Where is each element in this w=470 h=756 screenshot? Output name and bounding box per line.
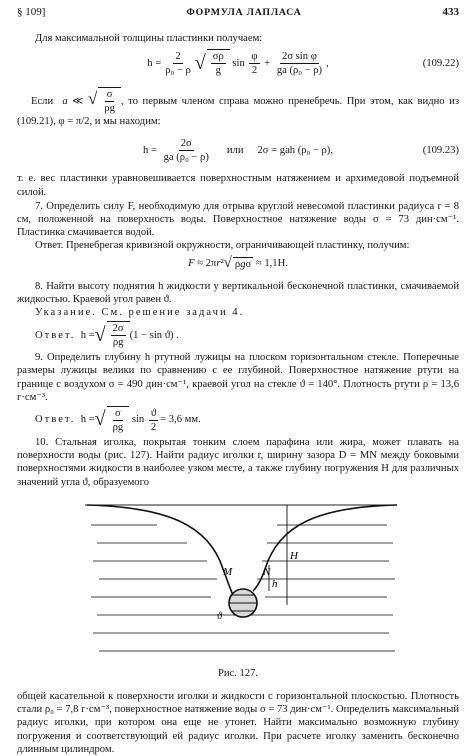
- section-ref: § 109]: [17, 6, 46, 18]
- weight-balance-text: т. е. вес пластинки уравновешивается поверхностным натяжением и архимедовой подъемной силой.: [17, 173, 459, 198]
- problem-8-hint: Указание. См. решение задачи 4.: [35, 307, 245, 319]
- problem-9-answer: Ответ. h = √ $\frac{\sigma}{\rho g}$ sin $\frac{ϑ}{2}$ = 3,6 мм.: [35, 407, 201, 434]
- label-N: N: [263, 565, 271, 578]
- needle-diagram: [17, 495, 459, 663]
- condition-text: Если a ≪ √ $\frac{\sigma}{\rho g}$ , то первым членом справа можно пренебречь. При этом, как видно из (109.21), φ = π/2, и мы находим:: [17, 89, 460, 128]
- problem-7-answer: Ответ. Пренебрегая кривизной окружности, ограничивающей пластинку, получим:: [35, 240, 410, 252]
- equation-force: F ≈ 2πr² √ ρgσ ≈ 1,1Н.: [188, 255, 288, 272]
- equation-109-22: h = $\frac{2}{\text{ρ₀ − ρ}}$ √ $\frac{\sigma\rho}{g}$ sin $\frac{\varphi}{2}$ + $\frac{\text{2σ sin φ}}{\text{ga (ρ₀ − ρ)}}$ , (109.22): [147, 50, 459, 77]
- label-theta: ϑ: [217, 610, 222, 622]
- label-H: H: [290, 549, 298, 562]
- label-h: h: [272, 577, 278, 590]
- problem-8: 8. Найти высоту поднятия h жидкости у вертикальной бесконечной пластинки, смачиваемой жидкостью. Краевой угол равен ϑ.: [17, 280, 459, 305]
- problem-10-continued: общей касательной к поверхности иголки и жидкости с горизонтальной плоскостью. Плотность стали ρ₀ = 7,8 г·см⁻³, поверхностное натяжение воды σ = 73 дин·см⁻¹. Определить максимальный радиус иголки, при котором она еще не утонет. Найти максимально возможную глубину погружения и соответствующий ей радиус иголки. При расчете иголку заменить бесконечно длинным цилиндром.: [17, 691, 459, 755]
- running-header: [17, 6, 459, 20]
- eq23-number: (109.23): [422, 144, 459, 156]
- figure-caption: Рис. 127.: [217, 667, 259, 679]
- equation-109-23: h = $\frac{2\sigma}{\text{ga (ρ₀ − ρ)}}$ или 2σ = gah (ρ₀ − ρ), (109.23): [143, 137, 459, 163]
- page: [17, 6, 459, 756]
- problem-10: 10. Стальная иголка, покрытая тонким слоем парафина или жира, может плавать на поверхности воды (рис. 127). Найти радиус иголки r, ширину зазора D = MN между боковыми поверхностями жидкости в наиболее узком месте, а также глубину погружения H для различных значений угла ϑ, образуемого: [17, 437, 459, 488]
- problem-9: 9. Определить глубину h ртутной лужицы на плоском горизонтальном стекле. Поперечные размеры лужицы велики по сравнению с ее глубиной. Поверхностное натяжение ртути на границе с воздухом σ = 490 дин·см⁻¹, краевой угол на стекле ϑ = 140°. Плотность ртути ρ = 13,6 г·см⁻³.: [17, 352, 459, 403]
- problem-7: 7. Определить силу F, необходимую для отрыва круглой невесомой пластинки радиуса r = 8 см, положенной на поверхность воды. Поверхностное натяжение воды σ = 73 дин·см⁻¹. Пластинка смачивается водой.: [17, 200, 459, 239]
- eq22-lhs: h =: [147, 57, 162, 69]
- page-number: 433: [442, 6, 459, 18]
- figure-127: [17, 495, 459, 663]
- eq22-number: (109.22): [422, 57, 459, 69]
- intro-text: Для максимальной толщины пластинки получаем:: [35, 33, 263, 44]
- running-title: ФОРМУЛА ЛАПЛАСА: [186, 7, 302, 18]
- label-M: M: [223, 565, 233, 578]
- problem-8-answer: Ответ. h = √ $\frac{2\sigma}{\rho g}$ (1 − sin ϑ) .: [35, 323, 179, 349]
